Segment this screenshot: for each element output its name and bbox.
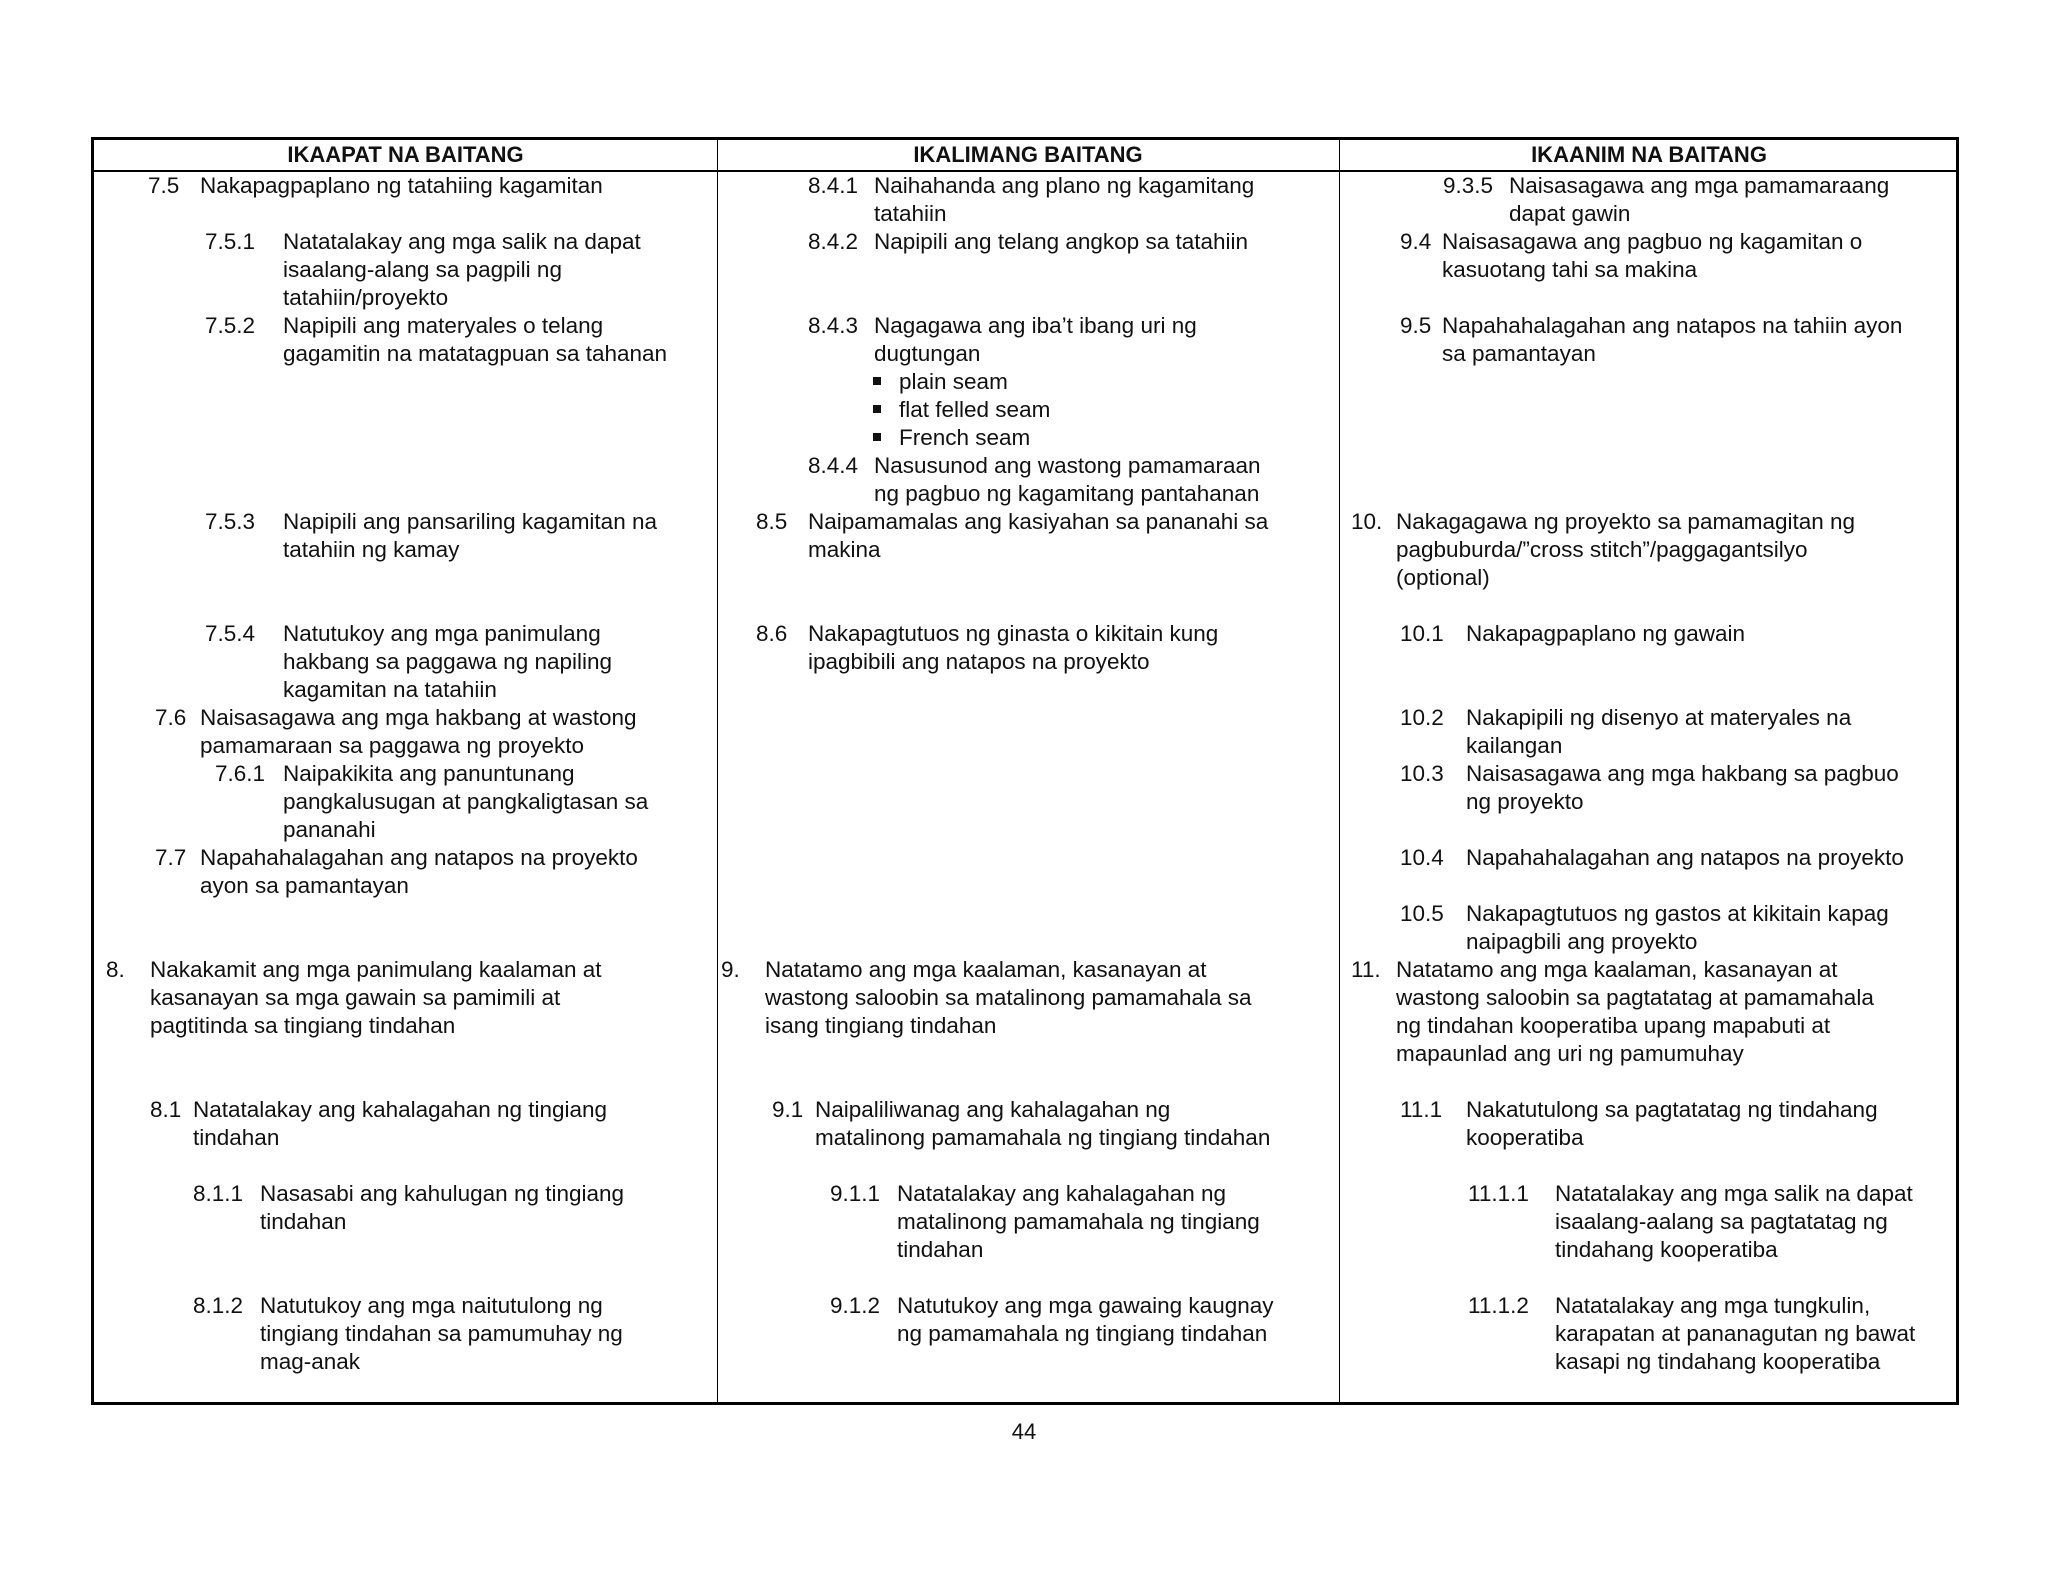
column-divider: [1339, 140, 1340, 1402]
bullet-item: flat felled seam: [873, 396, 1050, 424]
header-ikaanim: IKAANIM NA BAITANG: [1531, 142, 1767, 167]
bullet-item: French seam: [873, 424, 1030, 452]
bullet-square-icon: [873, 377, 881, 385]
bullet-item: plain seam: [873, 368, 1008, 396]
page-number: 44: [1011, 1419, 1037, 1444]
header-ikaapat: IKAAPAT NA BAITANG: [287, 142, 524, 167]
table-header-row: [94, 140, 1956, 172]
column-divider: [717, 140, 718, 1402]
bullet-square-icon: [873, 405, 881, 413]
header-ikalima: IKALIMANG BAITANG: [913, 142, 1143, 167]
bullet-square-icon: [873, 433, 881, 441]
